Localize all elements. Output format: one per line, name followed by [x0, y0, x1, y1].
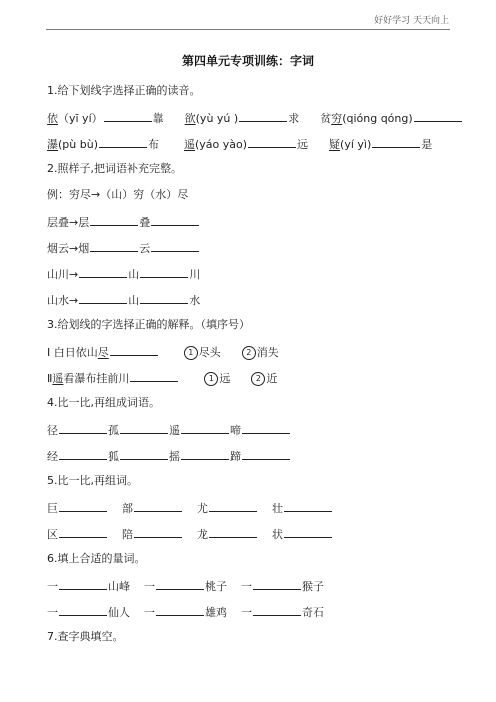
- q1-char: 遥: [184, 138, 195, 151]
- answer-blank[interactable]: [242, 448, 290, 460]
- q2-text: 山水→: [47, 294, 79, 307]
- q1-char: 穷: [331, 112, 343, 125]
- answer-blank[interactable]: [59, 604, 107, 616]
- q1-tail: 是: [421, 138, 433, 151]
- q2-text: 山: [128, 268, 140, 281]
- option-text: 消失: [256, 346, 279, 359]
- q1-tail: 布: [148, 138, 159, 151]
- answer-blank[interactable]: [120, 422, 168, 434]
- answer-blank[interactable]: [140, 266, 188, 278]
- q1-tail: 靠: [152, 112, 164, 125]
- answer-blank[interactable]: [414, 110, 462, 122]
- q5-char: 区: [47, 528, 58, 541]
- answer-blank[interactable]: [59, 500, 107, 512]
- q5-char: 龙: [197, 528, 208, 541]
- answer-blank[interactable]: [242, 422, 290, 434]
- q3-char: 遥: [52, 372, 64, 385]
- q5-char: 状: [272, 528, 283, 541]
- q2-text: 山: [128, 294, 140, 307]
- answer-blank[interactable]: [181, 448, 229, 460]
- q1-row-1: [47, 110, 463, 126]
- q6-prefix: 一: [47, 580, 58, 593]
- q6-prefix: 一: [241, 606, 252, 619]
- q6-prefix: 一: [144, 580, 155, 593]
- q2-text: 烟云→烟: [47, 242, 90, 255]
- option-number: 2: [251, 372, 265, 386]
- q1-pinyin: (pù bù): [58, 138, 98, 151]
- q5-heading: 5.比一比,再组词。: [47, 474, 138, 487]
- q1-row-2: [47, 136, 432, 152]
- answer-blank[interactable]: [110, 344, 158, 356]
- q4-char: 摇: [169, 450, 180, 463]
- q2-text: 山川→: [47, 268, 79, 281]
- q4-char: 蹄: [230, 450, 241, 463]
- q4-char: 径: [47, 424, 58, 437]
- option-number: 2: [242, 346, 256, 360]
- q2-item: [47, 266, 200, 282]
- answer-blank[interactable]: [120, 448, 168, 460]
- option-text: 远: [219, 372, 231, 385]
- answer-blank[interactable]: [79, 292, 127, 304]
- q6-heading: 6.填上合适的量词。: [47, 552, 146, 565]
- q6-row-2: [47, 604, 324, 620]
- answer-blank[interactable]: [59, 578, 107, 590]
- q7-heading: 7.查字典填空。: [47, 630, 124, 643]
- q4-row-1: [47, 422, 291, 438]
- answer-blank[interactable]: [156, 604, 204, 616]
- answer-blank[interactable]: [156, 578, 204, 590]
- answer-blank[interactable]: [253, 604, 301, 616]
- answer-blank[interactable]: [181, 422, 229, 434]
- option-text: 尽头: [198, 346, 221, 359]
- q4-heading: 4.比一比,再组成词语。: [47, 396, 160, 409]
- q4-char: 孤: [108, 424, 119, 437]
- q2-text: 川: [189, 268, 201, 281]
- q4-char: 遥: [169, 424, 180, 437]
- q4-char: 啼: [230, 424, 241, 437]
- q1-pinyin: (yáo yào): [195, 138, 248, 151]
- q6-noun: 奇石: [302, 606, 324, 619]
- q2-text: 层叠→层: [47, 216, 90, 229]
- answer-blank[interactable]: [59, 422, 107, 434]
- q1-pinyin: (qióng qóng): [342, 112, 413, 125]
- q1-pre: 贫: [320, 112, 332, 125]
- q3-char: 尽: [97, 346, 109, 359]
- q1-heading: 1.给下划线字选择正确的读音。: [47, 84, 201, 97]
- q1-char: 欲: [184, 112, 196, 125]
- q1-char: 瀑: [47, 138, 58, 151]
- q6-row-1: [47, 578, 324, 594]
- q3-item-1: [47, 344, 279, 360]
- q3-item-2: [47, 370, 277, 386]
- q3-num: Ⅰ: [47, 346, 51, 359]
- q2-text: 云: [139, 242, 151, 255]
- answer-blank[interactable]: [134, 500, 182, 512]
- option-text: 近: [266, 372, 278, 385]
- answer-blank[interactable]: [134, 526, 182, 538]
- q4-row-2: [47, 448, 291, 464]
- q3-heading: 3.给划线的字选择正确的解释。（填序号）: [47, 318, 250, 331]
- answer-blank[interactable]: [130, 370, 178, 382]
- q2-text: 水: [189, 294, 201, 307]
- q2-item: [47, 214, 200, 230]
- q6-noun: 山峰: [108, 580, 130, 593]
- q6-noun: 猴子: [302, 580, 324, 593]
- q3-num: Ⅱ: [47, 372, 53, 385]
- q3-text: 看瀑布挂前川: [63, 372, 130, 385]
- q5-char: 巨: [47, 502, 58, 515]
- answer-blank[interactable]: [239, 110, 287, 122]
- q2-text: 叠: [139, 216, 151, 229]
- q6-prefix: 一: [144, 606, 155, 619]
- q4-char: 狐: [108, 450, 119, 463]
- q1-char: 疑: [329, 138, 341, 151]
- q5-char: 壮: [272, 502, 283, 515]
- q5-char: 陪: [122, 528, 133, 541]
- answer-blank[interactable]: [209, 526, 257, 538]
- answer-blank[interactable]: [79, 266, 127, 278]
- q1-tail: 求: [288, 112, 300, 125]
- header-note: 好好学习 天天向上: [374, 16, 449, 26]
- answer-blank[interactable]: [90, 240, 138, 252]
- answer-blank[interactable]: [284, 500, 332, 512]
- q2-heading: 2.照样子,把词语补充完整。: [47, 162, 182, 175]
- answer-blank[interactable]: [253, 578, 301, 590]
- page-title: 第四单元专项训练：字词: [181, 54, 314, 68]
- q4-char: 经: [47, 450, 58, 463]
- answer-blank[interactable]: [140, 292, 188, 304]
- q1-pinyin: （yī yí）: [58, 112, 103, 125]
- answer-blank[interactable]: [248, 136, 296, 148]
- answer-blank[interactable]: [209, 500, 257, 512]
- q1-pinyin: (yù yú ): [195, 112, 239, 125]
- answer-blank[interactable]: [99, 136, 147, 148]
- q2-example: 例：穷尽→（山）穷（水）尽: [47, 188, 189, 201]
- answer-blank[interactable]: [372, 136, 420, 148]
- header-rule: [46, 29, 450, 30]
- q5-char: 尤: [197, 502, 208, 515]
- q2-item: [47, 240, 200, 256]
- answer-blank[interactable]: [59, 448, 107, 460]
- q6-prefix: 一: [47, 606, 58, 619]
- q2-item: [47, 292, 200, 308]
- answer-blank[interactable]: [90, 214, 138, 226]
- q1-pinyin: (yí yì): [340, 138, 372, 151]
- answer-blank[interactable]: [151, 214, 199, 226]
- q6-noun: 仙人: [108, 606, 130, 619]
- answer-blank[interactable]: [104, 110, 152, 122]
- q3-text: 白日依山: [53, 346, 98, 359]
- option-number: 1: [204, 372, 218, 386]
- q5-row-2: [47, 526, 333, 542]
- q1-char: 依: [47, 112, 58, 125]
- answer-blank[interactable]: [59, 526, 107, 538]
- q5-char: 部: [122, 502, 133, 515]
- q1-tail: 远: [297, 138, 309, 151]
- answer-blank[interactable]: [151, 240, 199, 252]
- q6-noun: 桃子: [205, 580, 227, 593]
- q5-row-1: [47, 500, 333, 516]
- q6-noun: 雄鸡: [205, 606, 227, 619]
- answer-blank[interactable]: [284, 526, 332, 538]
- q6-prefix: 一: [241, 580, 252, 593]
- option-number: 1: [184, 346, 198, 360]
